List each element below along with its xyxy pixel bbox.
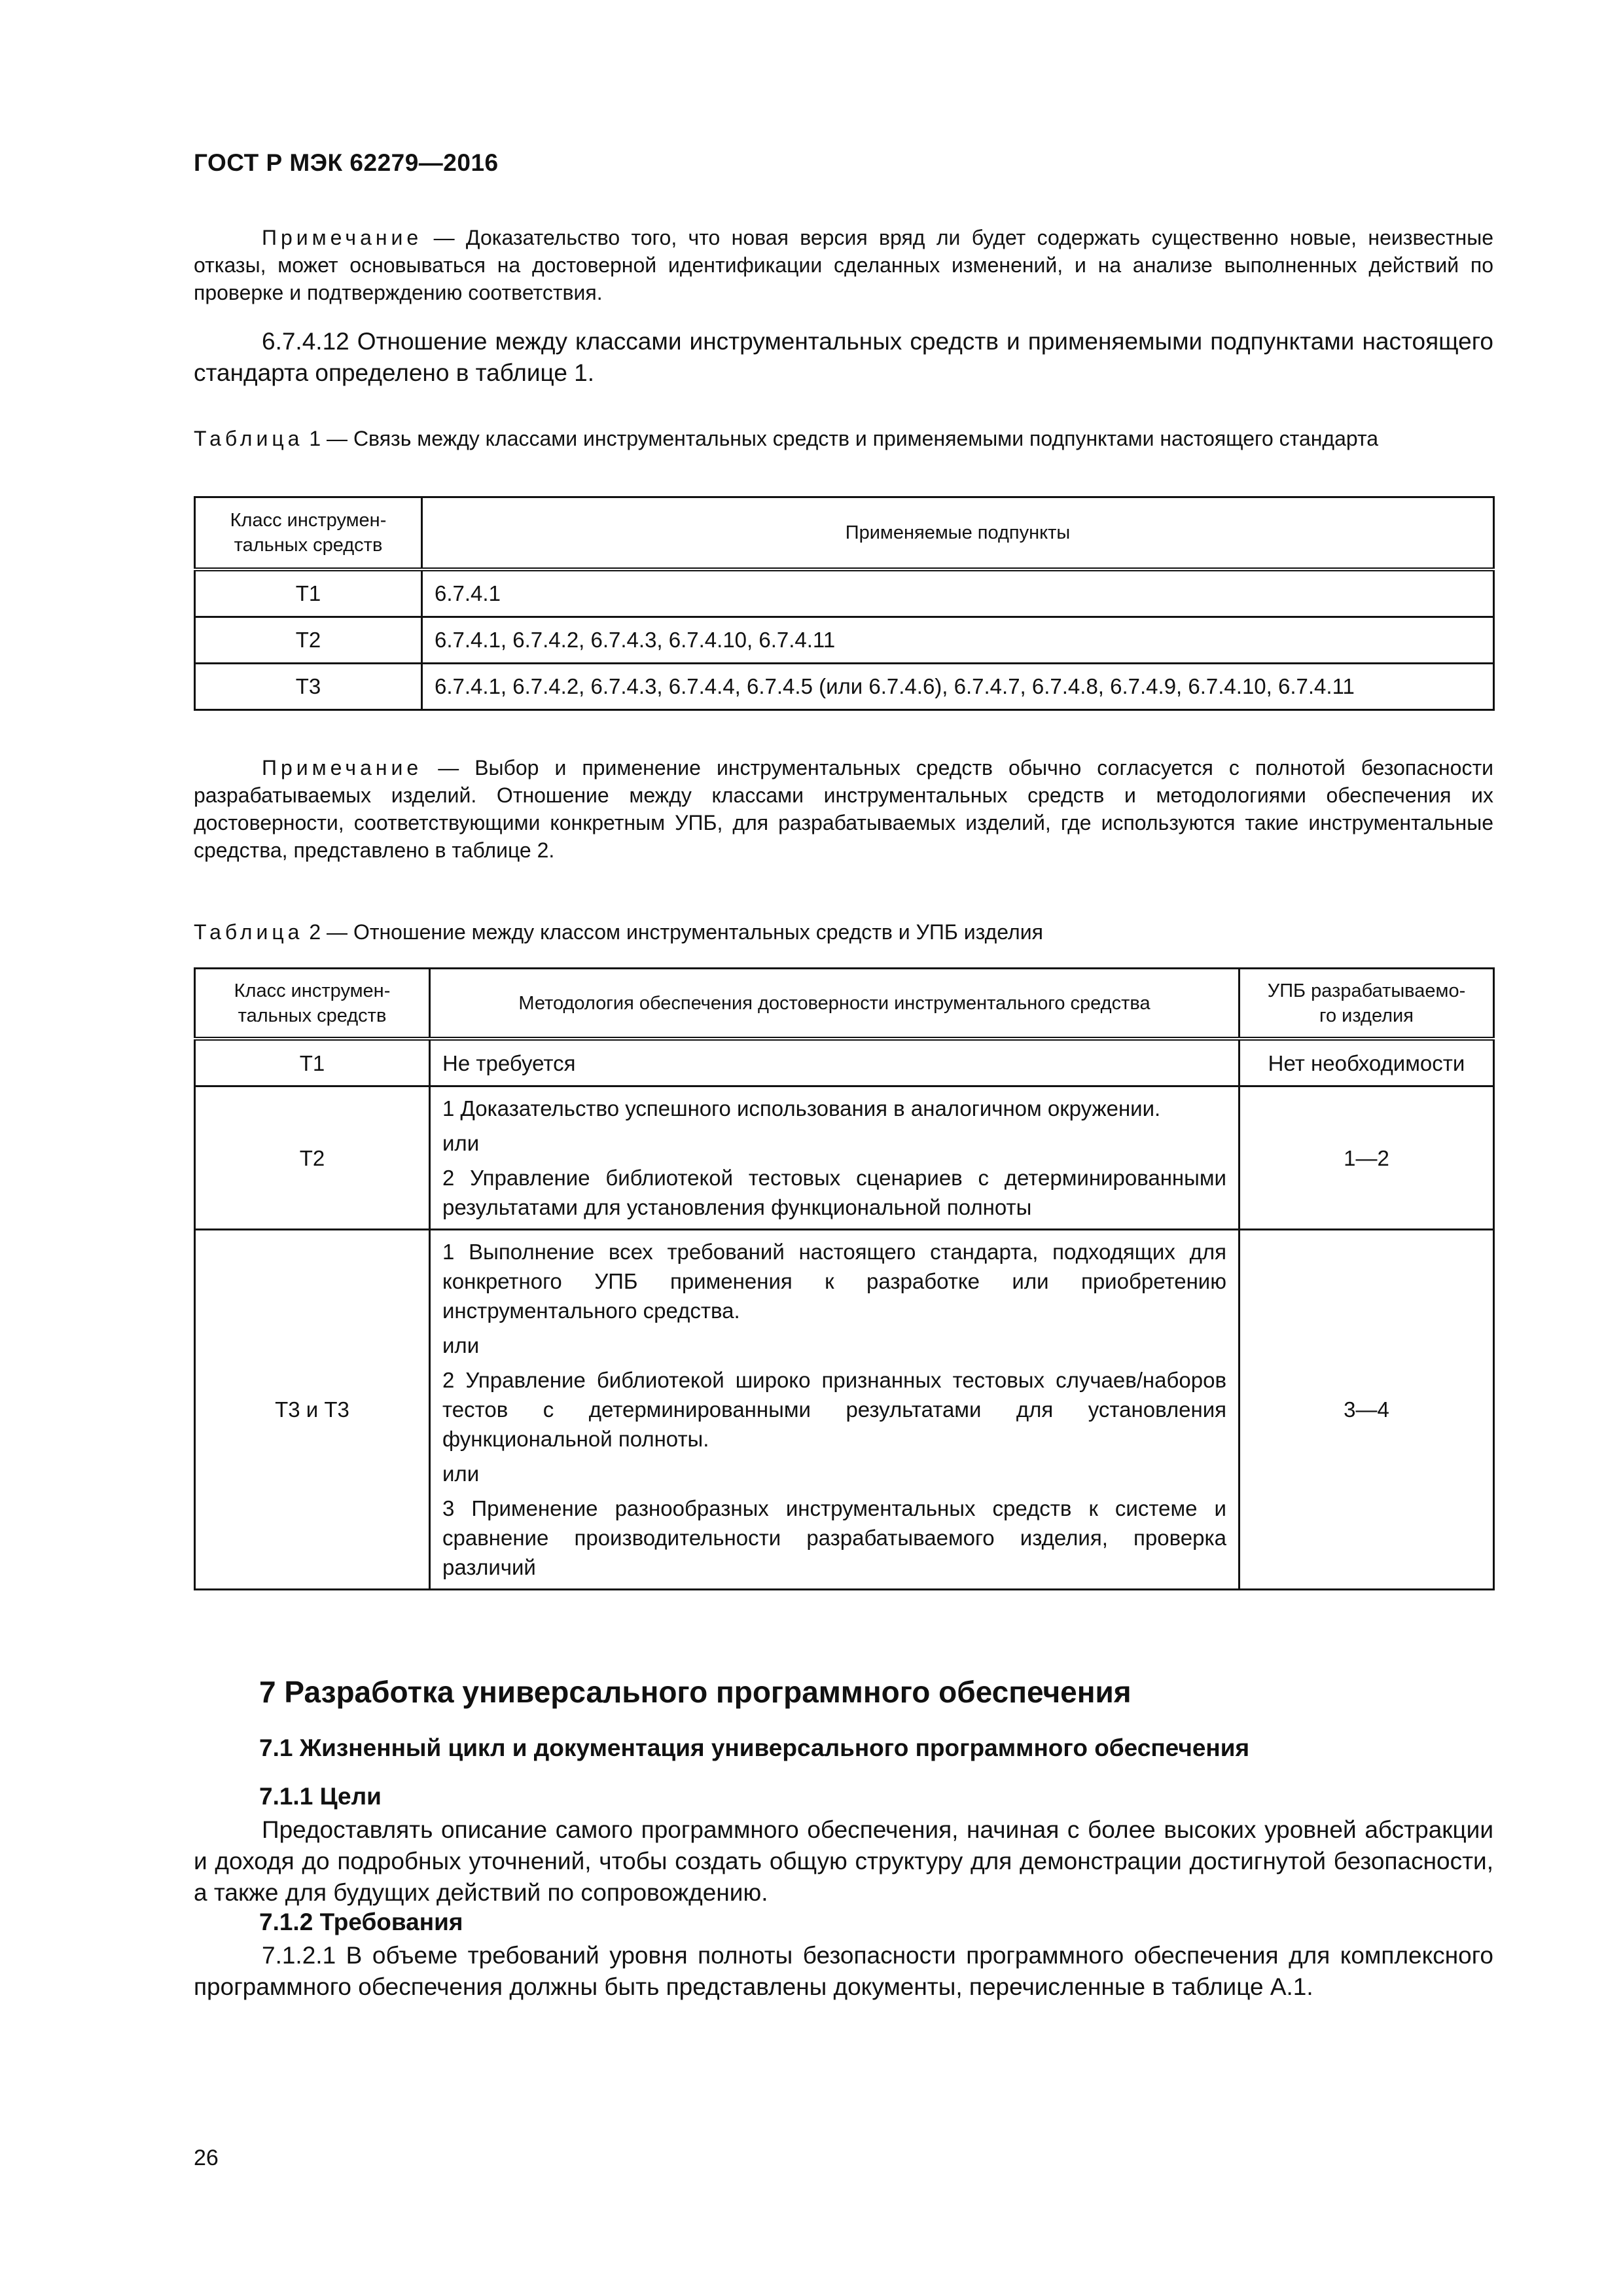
table-1 xyxy=(194,496,1495,711)
section-7-1-2-1-text xyxy=(194,1940,1493,2003)
table-2-cell-method: Не требуется xyxy=(430,1039,1240,1086)
table-1-cell-class: Т1 xyxy=(195,569,422,617)
method-or: или xyxy=(442,1462,480,1486)
method-item: 2 Управление библиотекой широко признанных тестовых случаев/наборов тестов с детерминированными результатами для установления функциональной полноты. xyxy=(442,1368,1226,1451)
table-2-header-upb: УПБ разрабатываемо- го изделия xyxy=(1240,969,1494,1039)
section-7-1-2-1-text-body: 7.1.2.1 В объеме требований уровня полноты безопасности программного обеспечения для комплексного программного обеспечения должны быть представлены документы, перечисленные в таблице А.1. xyxy=(194,1942,1493,2000)
table-2-cell-upb: Нет необходимости xyxy=(1240,1039,1494,1086)
method-item: 1 Выполнение всех требований настоящего стандарта, подходящих для конкретного УПБ применения к разработке или приобретению инструментального средства. xyxy=(442,1240,1226,1323)
note-1 xyxy=(194,224,1493,306)
table-2-cell-method xyxy=(430,1230,1240,1590)
table-row xyxy=(195,1230,1494,1590)
table-2-header-method: Методология обеспечения достоверности инструментального средства xyxy=(430,969,1240,1039)
table-1-header-class: Класс инструмен- тальных средств xyxy=(195,497,422,570)
table-2-caption-label: Таблица xyxy=(194,920,304,944)
table-2-cell-class: Т3 и Т3 xyxy=(195,1230,430,1590)
table-2-header-class: Класс инструмен- тальных средств xyxy=(195,969,430,1039)
table-2-cell-method xyxy=(430,1086,1240,1230)
section-7-heading: 7 Разработка универсального программного обеспечения xyxy=(259,1675,1132,1709)
note-1-text: — Доказательство того, что новая версия вряд ли будет содержать существенно новые, неизвестные отказы, может основываться на достоверной идентификации сделанных изменений, и на анализе выполненных действий по проверке и подтверждению соответствия. xyxy=(194,226,1493,304)
table-row xyxy=(195,664,1494,710)
page-number: 26 xyxy=(194,2145,219,2170)
note-2 xyxy=(194,754,1493,864)
table-1-caption-text: 1 — Связь между классами инструментальных средств и применяемыми подпунктами настоящего стандарта xyxy=(303,427,1379,450)
method-item: 1 Доказательство успешного использования в аналогичном окружении. xyxy=(442,1096,1161,1121)
table-1-cell-items: 6.7.4.1, 6.7.4.2, 6.7.4.3, 6.7.4.10, 6.7.4.11 xyxy=(422,617,1494,664)
table-2 xyxy=(194,967,1495,1590)
table-2-cell-upb: 1—2 xyxy=(1240,1086,1494,1230)
table-1-cell-items: 6.7.4.1 xyxy=(422,569,1494,617)
table-2-cell-class: Т1 xyxy=(195,1039,430,1086)
table-2-cell-upb: 3—4 xyxy=(1240,1230,1494,1590)
section-7-1-1-text xyxy=(194,1814,1493,1909)
table-2-cell-class: Т2 xyxy=(195,1086,430,1230)
method-item: 2 Управление библиотекой тестовых сценариев с детерминированными результатами для установления функциональной полноты xyxy=(442,1166,1226,1219)
table-1-cell-items: 6.7.4.1, 6.7.4.2, 6.7.4.3, 6.7.4.4, 6.7.4.5 (или 6.7.4.6), 6.7.4.7, 6.7.4.8, 6.7.4.9, 6.7.4.10, 6.7.4.11 xyxy=(422,664,1494,710)
table-row xyxy=(195,617,1494,664)
table-1-cell-class: Т3 xyxy=(195,664,422,710)
table-row xyxy=(195,1086,1494,1230)
table-1-caption xyxy=(194,424,1493,453)
table-row xyxy=(195,569,1494,617)
table-2-caption-text: 2 — Отношение между классом инструментальных средств и УПБ изделия xyxy=(303,920,1043,944)
note-1-label: Примечание xyxy=(262,226,423,249)
table-2-caption xyxy=(194,918,1493,946)
method-or: или xyxy=(442,1131,480,1155)
paragraph-6-7-4-12 xyxy=(194,326,1493,389)
table-1-caption-label: Таблица xyxy=(194,427,304,450)
section-7-1-2-heading: 7.1.2 Требования xyxy=(259,1909,463,1935)
method-item: 3 Применение разнообразных инструментальных средств к системе и сравнение производительности разрабатываемого изделия, проверка различий xyxy=(442,1496,1226,1579)
method-or: или xyxy=(442,1333,480,1357)
table-1-cell-class: Т2 xyxy=(195,617,422,664)
paragraph-6-7-4-12-text: 6.7.4.12 Отношение между классами инструментальных средств и применяемыми подпунктами настоящего стандарта определено в таблице 1. xyxy=(194,328,1493,386)
table-row xyxy=(195,1039,1494,1086)
table-1-header-items: Применяемые подпункты xyxy=(422,497,1494,570)
section-7-1-1-heading: 7.1.1 Цели xyxy=(259,1783,382,1810)
note-2-text: — Выбор и применение инструментальных средств обычно согласуется с полнотой безопасности разрабатываемых изделий. Отношение между классами инструментальных средств и методологиями обеспечения их достоверности, соответствующими конкретным УПБ, для разрабатываемых изделий, где используются такие инструментальные средства, представлено в таблице 2. xyxy=(194,756,1493,862)
section-7-1-1-text-body: Предоставлять описание самого программного обеспечения, начиная с более высоких уровней абстракции и доходя до подробных уточнений, чтобы создать общую структуру для демонстрации достигнутой безопасности, а также для будущих действий по сопровождению. xyxy=(194,1816,1493,1906)
section-7-1-heading: 7.1 Жизненный цикл и документация универсального программного обеспечения xyxy=(259,1734,1250,1761)
note-2-label: Примечание xyxy=(262,756,423,780)
document-header: ГОСТ Р МЭК 62279—2016 xyxy=(194,149,499,176)
